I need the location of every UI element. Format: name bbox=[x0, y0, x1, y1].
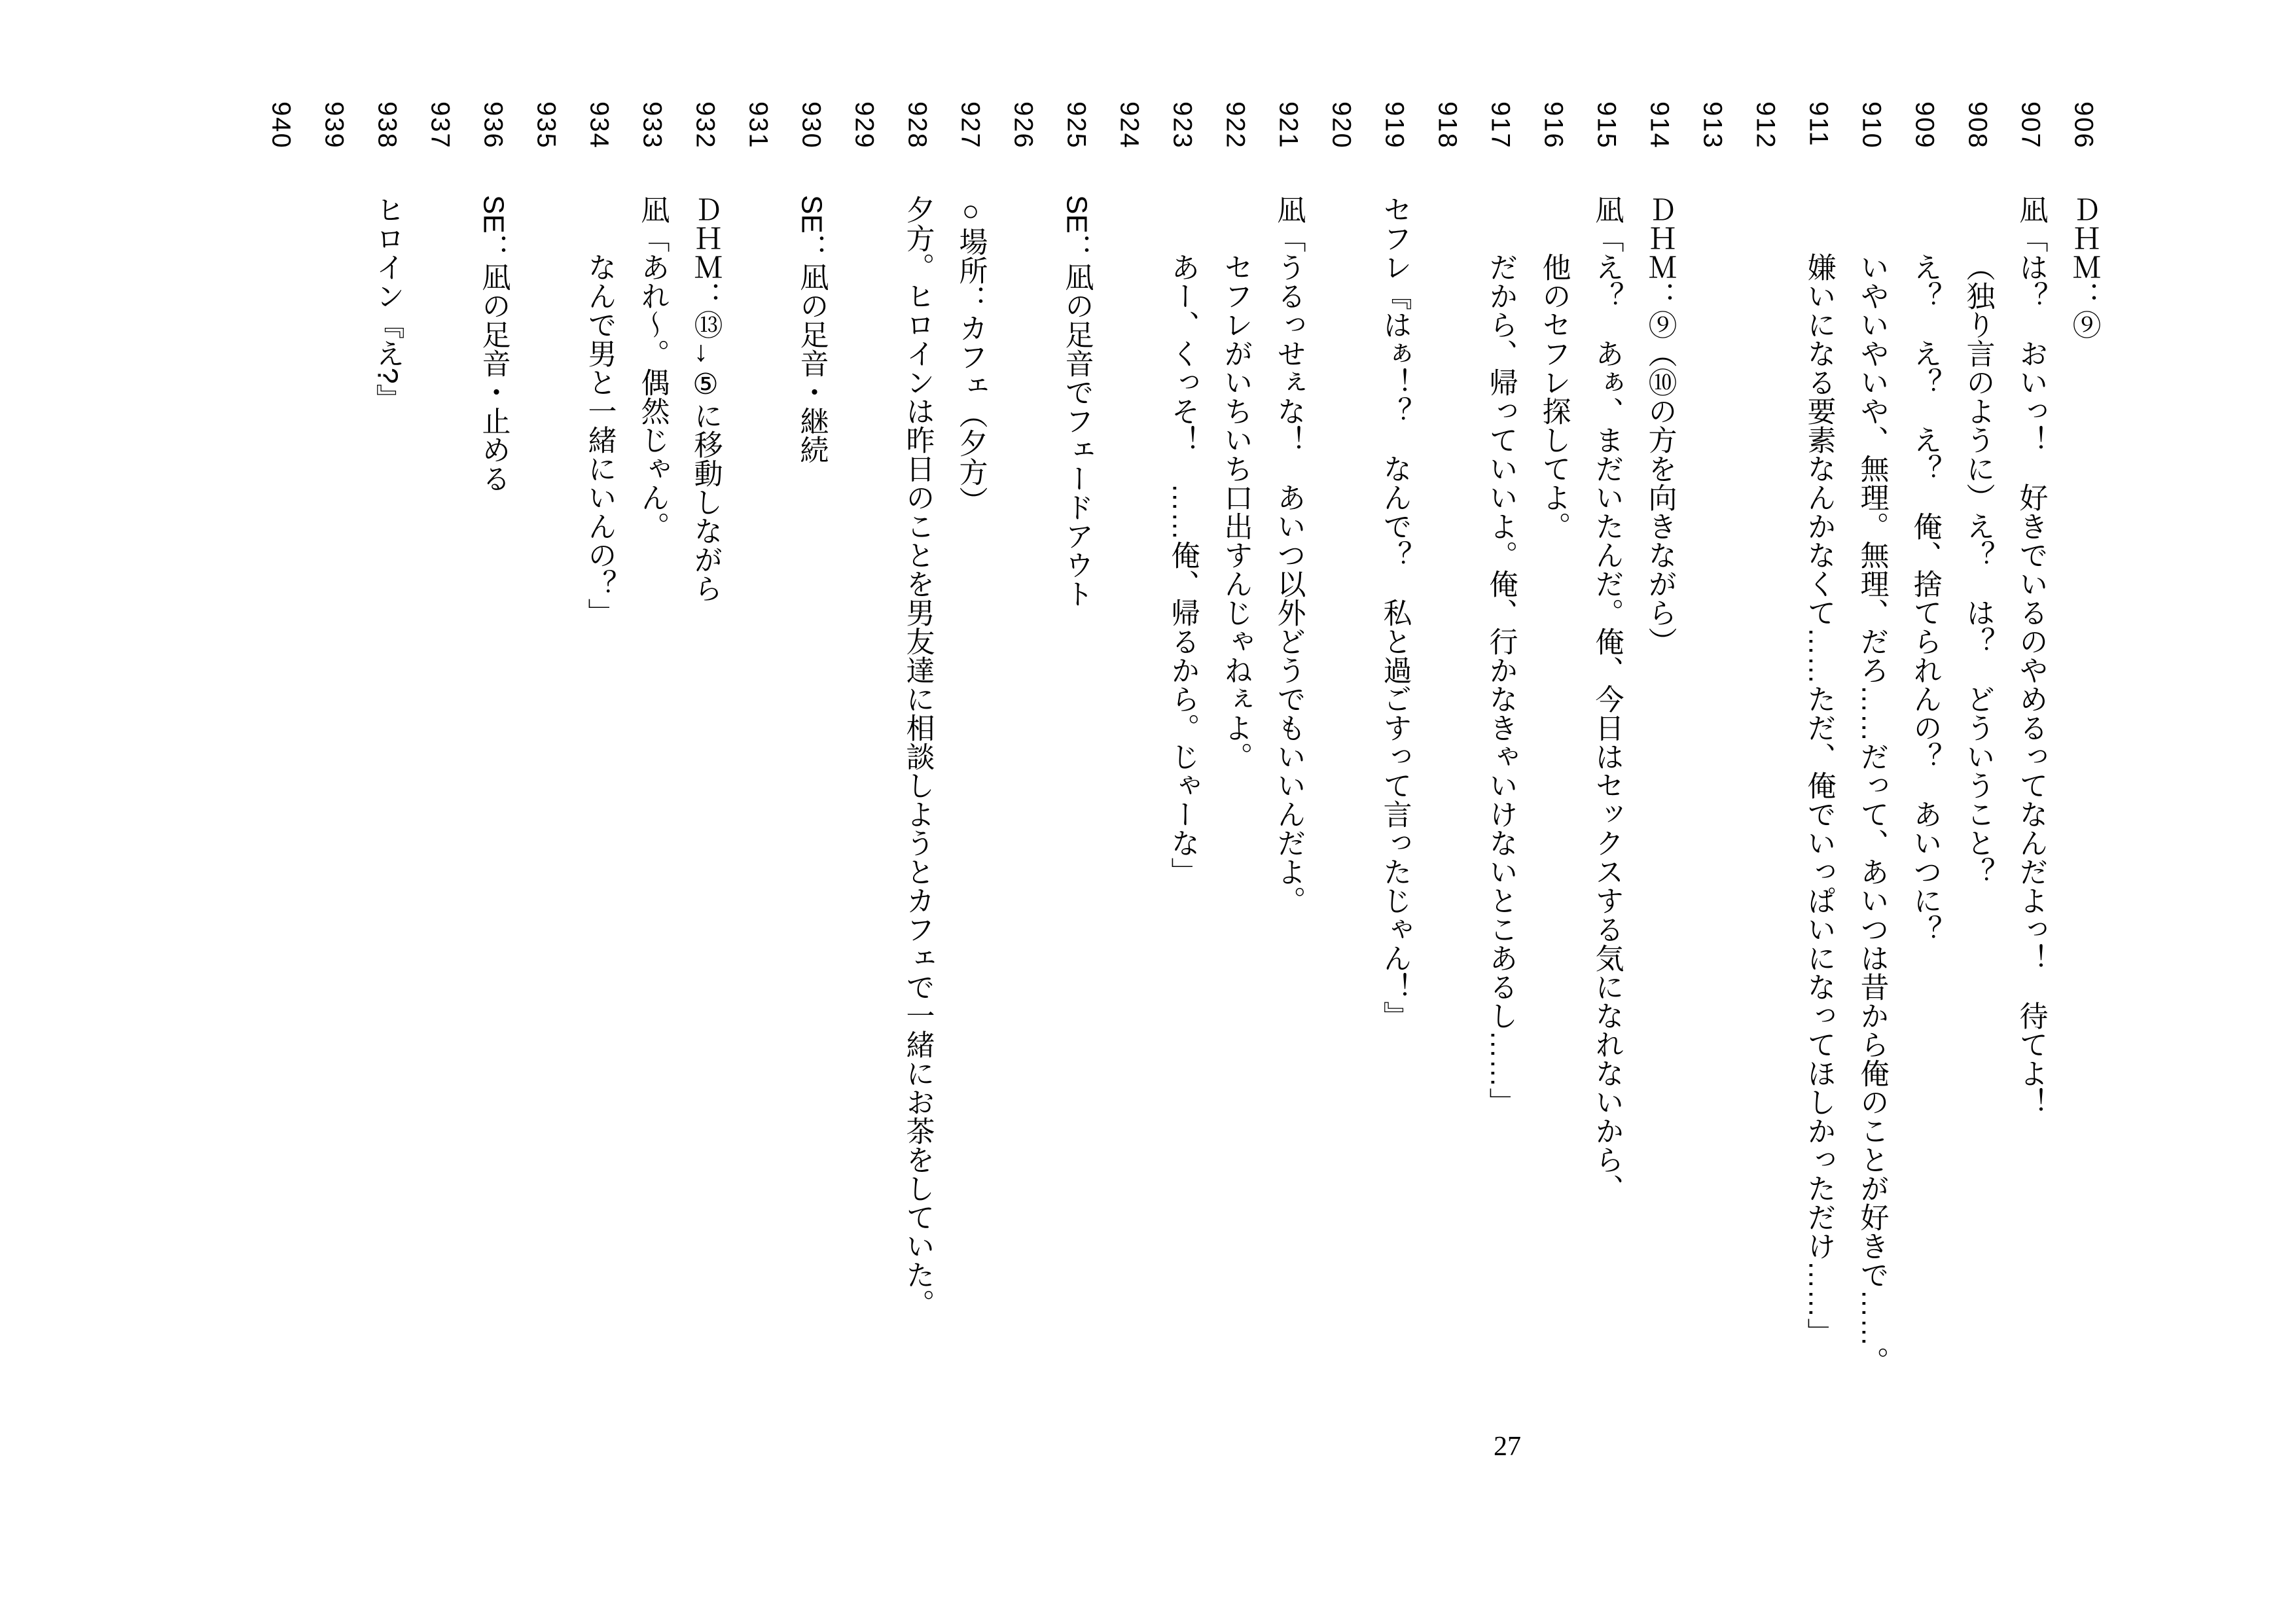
script-line bbox=[414, 101, 467, 1580]
line-number: 912 bbox=[1751, 101, 1780, 149]
line-number: 932 bbox=[691, 101, 720, 149]
script-line bbox=[467, 101, 520, 1580]
line-number: 923 bbox=[1168, 101, 1197, 149]
line-text: 他のセフレ探してよ。 bbox=[1537, 253, 1570, 540]
line-number: 920 bbox=[1327, 101, 1356, 149]
line-text: だから、帰っていいよ。俺、行かなきゃいけないとこあるし……」 bbox=[1484, 253, 1517, 1116]
script-line bbox=[1103, 101, 1156, 1580]
line-text: セフレ『はぁ！？ なんで？ 私と過ごすって言ったじゃん！』 bbox=[1378, 195, 1411, 1030]
line-number: 927 bbox=[956, 101, 985, 149]
line-text: ○場所：カフェ（夕方） bbox=[954, 195, 987, 515]
script-line bbox=[1474, 101, 1527, 1580]
script-line bbox=[1209, 101, 1262, 1580]
script-line bbox=[573, 101, 626, 1580]
line-text: 凪「うるっせぇな！ あいつ以外どうでもいいんだよ。 bbox=[1272, 195, 1305, 915]
line-text: SE：凪の足音でフェードアウト bbox=[1060, 195, 1093, 608]
script-line bbox=[679, 101, 732, 1580]
script-line bbox=[1739, 101, 1792, 1580]
line-text: なんで男と一緒にいんの？」 bbox=[583, 253, 616, 627]
script-line bbox=[1898, 101, 1951, 1580]
script-line bbox=[785, 101, 838, 1580]
script-line bbox=[1156, 101, 1209, 1580]
line-number: 929 bbox=[850, 101, 879, 149]
line-number: 919 bbox=[1380, 101, 1409, 149]
line-number: 917 bbox=[1486, 101, 1515, 149]
line-text: 夕方。ヒロインは昨日のことを男友達に相談しようとカフェで一緒にお茶をしていた。 bbox=[901, 195, 934, 1318]
line-number: 918 bbox=[1433, 101, 1462, 149]
line-number: 911 bbox=[1804, 101, 1833, 147]
script-line bbox=[1951, 101, 2004, 1580]
line-number: 931 bbox=[744, 101, 773, 149]
line-text: あー、くっそ！ ……俺、帰るから。じゃーな」 bbox=[1166, 253, 1199, 886]
script-line bbox=[732, 101, 785, 1580]
line-number: 939 bbox=[319, 101, 349, 149]
script-line bbox=[2004, 101, 2057, 1580]
line-number: 909 bbox=[1910, 101, 1939, 149]
line-number: 936 bbox=[478, 101, 508, 149]
script-line bbox=[308, 101, 361, 1580]
script-line bbox=[1050, 101, 1103, 1580]
script-line bbox=[2057, 101, 2110, 1580]
line-text: ＤＨＭ：⑨（⑩の方を向きながら） bbox=[1643, 195, 1676, 656]
line-number: 935 bbox=[531, 101, 561, 149]
script-line bbox=[1792, 101, 1845, 1580]
script-line bbox=[1686, 101, 1739, 1580]
script-line bbox=[255, 101, 308, 1580]
script-line bbox=[891, 101, 944, 1580]
script-line bbox=[361, 101, 414, 1580]
line-number: 926 bbox=[1009, 101, 1038, 149]
line-number: 914 bbox=[1645, 101, 1674, 149]
line-number: 913 bbox=[1698, 101, 1727, 149]
line-number: 915 bbox=[1592, 101, 1621, 149]
script-line bbox=[1368, 101, 1421, 1580]
line-number: 906 bbox=[2069, 101, 2098, 149]
line-text: 凪「え？ あぁ、まだいたんだ。俺、今日はセックスする気になれないから、 bbox=[1590, 195, 1623, 1203]
line-text: え？ え？ え？ 俺、捨てられんの？ あいつに？ bbox=[1909, 253, 1941, 944]
line-text: ＤＨＭ：⑨ bbox=[2068, 195, 2100, 339]
line-number: 938 bbox=[372, 101, 402, 149]
line-number: 907 bbox=[2016, 101, 2045, 149]
line-text: SE：凪の足音・止める bbox=[477, 195, 510, 493]
line-text: ヒロイン『え?』 bbox=[371, 195, 404, 413]
script-line bbox=[997, 101, 1050, 1580]
line-number: 937 bbox=[425, 101, 455, 149]
script-line bbox=[1845, 101, 1898, 1580]
line-text: 嫌いになる要素なんかなくて……ただ、俺でいっぱいになってほしかっただけ……」 bbox=[1803, 253, 1835, 1347]
script-line bbox=[1315, 101, 1368, 1580]
script-line bbox=[1633, 101, 1686, 1580]
line-text: 凪「は？ おいっ！ 好きでいるのやめるってなんだよっ！ 待てよ！ bbox=[2015, 195, 2047, 1116]
script-columns bbox=[255, 101, 2110, 1580]
line-number: 925 bbox=[1062, 101, 1091, 149]
script-line bbox=[1421, 101, 1474, 1580]
page-number: 27 bbox=[1494, 1432, 1521, 1462]
line-number: 924 bbox=[1115, 101, 1144, 149]
line-text: SE：凪の足音・継続 bbox=[795, 195, 828, 464]
line-text: いやいやいや、無理。無理、だろ……だって、あいつは昔から俺のことが好きで……。 bbox=[1856, 253, 1888, 1375]
line-number: 940 bbox=[266, 101, 296, 149]
script-line bbox=[1262, 101, 1315, 1580]
line-text: ＤＨＭ：⑬→⑤に移動しながら bbox=[689, 195, 722, 603]
script-line bbox=[1527, 101, 1580, 1580]
line-number: 908 bbox=[1963, 101, 1992, 149]
line-number: 921 bbox=[1274, 101, 1303, 149]
script-line bbox=[838, 101, 891, 1580]
script-line bbox=[626, 101, 679, 1580]
line-number: 934 bbox=[584, 101, 614, 149]
line-number: 928 bbox=[903, 101, 932, 149]
line-text: セフレがいちいち口出すんじゃねぇよ。 bbox=[1219, 253, 1252, 771]
line-number: 933 bbox=[637, 101, 667, 149]
script-line bbox=[944, 101, 997, 1580]
line-number: 922 bbox=[1221, 101, 1250, 149]
script-line bbox=[520, 101, 573, 1580]
line-number: 916 bbox=[1539, 101, 1568, 149]
line-text: 凪「あれ～。偶然じゃん。 bbox=[636, 195, 669, 540]
line-text: （独り言のように）え？ は？ どういうこと？ bbox=[1962, 253, 1994, 886]
line-number: 930 bbox=[797, 101, 826, 149]
line-number: 910 bbox=[1857, 101, 1886, 149]
script-line bbox=[1580, 101, 1633, 1580]
